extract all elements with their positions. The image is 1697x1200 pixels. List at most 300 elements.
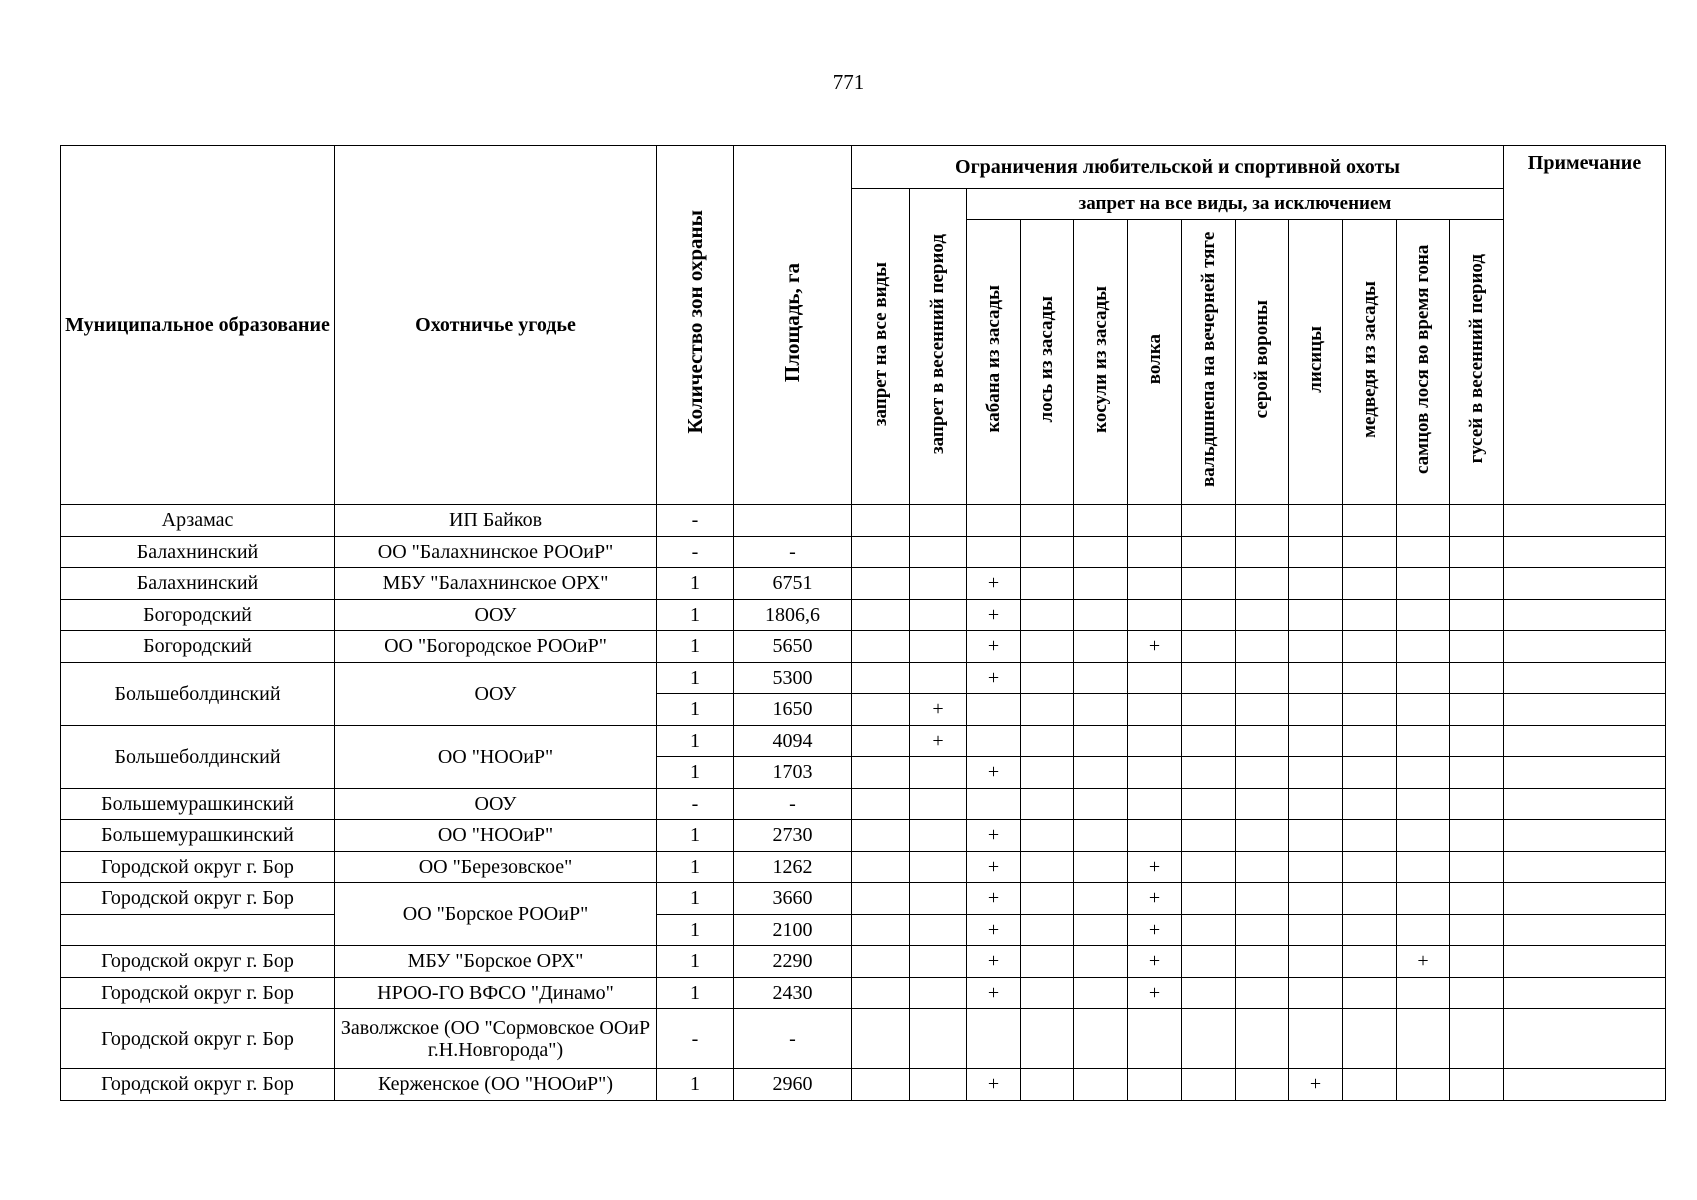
cell-restriction-mark xyxy=(1397,1069,1450,1101)
cell-restriction-mark xyxy=(1450,505,1504,537)
cell-area: 3660 xyxy=(734,883,852,915)
cell-restriction-mark xyxy=(1128,1069,1182,1101)
cell-restriction-mark xyxy=(1343,788,1397,820)
cell-hunting-ground: МБУ "Борское ОРХ" xyxy=(335,946,657,978)
cell-restriction-mark xyxy=(1236,599,1289,631)
cell-restriction-mark xyxy=(1343,631,1397,663)
cell-restriction-mark xyxy=(1182,1009,1236,1069)
cell-restriction-mark xyxy=(1236,568,1289,600)
cell-municipality: Большеболдинский xyxy=(61,725,335,788)
cell-restriction-mark xyxy=(1343,505,1397,537)
cell-restriction-mark xyxy=(1289,757,1343,789)
cell-restriction-mark xyxy=(1397,914,1450,946)
cell-municipality: Богородский xyxy=(61,631,335,663)
cell-restriction-mark xyxy=(910,946,967,978)
cell-restriction-mark xyxy=(1343,1069,1397,1101)
cell-restriction-mark xyxy=(910,757,967,789)
cell-restriction-mark xyxy=(1289,694,1343,726)
cell-zones: 1 xyxy=(657,883,734,915)
cell-restriction-mark xyxy=(910,1069,967,1101)
cell-area: 6751 xyxy=(734,568,852,600)
cell-restriction-mark xyxy=(1397,536,1450,568)
header-exception-2: косули из засады xyxy=(1074,220,1128,505)
cell-restriction-mark xyxy=(1450,568,1504,600)
cell-restriction-mark xyxy=(1236,725,1289,757)
cell-note xyxy=(1504,757,1666,789)
page-number: 771 xyxy=(832,70,865,94)
cell-restriction-mark xyxy=(1182,568,1236,600)
cell-restriction-mark: + xyxy=(1128,631,1182,663)
header-ban-except: запрет на все виды, за исключением xyxy=(967,189,1504,220)
cell-restriction-mark xyxy=(1397,883,1450,915)
cell-restriction-mark xyxy=(1182,505,1236,537)
cell-area: 5300 xyxy=(734,662,852,694)
cell-restriction-mark xyxy=(1343,662,1397,694)
cell-restriction-mark xyxy=(1289,599,1343,631)
cell-restriction-mark: + xyxy=(967,662,1021,694)
table-row xyxy=(61,599,1666,631)
cell-restriction-mark: + xyxy=(967,631,1021,663)
cell-restriction-mark: + xyxy=(1128,977,1182,1009)
cell-restriction-mark xyxy=(1289,883,1343,915)
cell-restriction-mark xyxy=(910,883,967,915)
cell-zones: 1 xyxy=(657,757,734,789)
cell-restriction-mark xyxy=(1074,505,1128,537)
cell-area: 4094 xyxy=(734,725,852,757)
cell-restriction-mark: + xyxy=(967,883,1021,915)
cell-restriction-mark xyxy=(1343,1009,1397,1069)
cell-restriction-mark xyxy=(852,536,910,568)
cell-restriction-mark xyxy=(1450,1069,1504,1101)
cell-restriction-mark xyxy=(1236,505,1289,537)
header-area: Площадь, га xyxy=(734,146,852,505)
cell-hunting-ground: ООУ xyxy=(335,788,657,820)
cell-restriction-mark xyxy=(1074,946,1128,978)
cell-restriction-mark xyxy=(852,820,910,852)
cell-restriction-mark xyxy=(1021,757,1074,789)
cell-restriction-mark xyxy=(1182,757,1236,789)
cell-restriction-mark: + xyxy=(967,1069,1021,1101)
cell-restriction-mark xyxy=(1182,599,1236,631)
cell-restriction-mark xyxy=(1021,914,1074,946)
cell-restriction-mark xyxy=(910,977,967,1009)
cell-restriction-mark: + xyxy=(1397,946,1450,978)
cell-hunting-ground: ОО "Балахнинское РООиР" xyxy=(335,536,657,568)
cell-restriction-mark xyxy=(910,568,967,600)
cell-restriction-mark xyxy=(910,536,967,568)
cell-note xyxy=(1504,820,1666,852)
cell-restriction-mark xyxy=(1021,725,1074,757)
cell-restriction-mark xyxy=(852,851,910,883)
cell-restriction-mark xyxy=(1289,788,1343,820)
cell-restriction-mark: + xyxy=(967,851,1021,883)
cell-zones: 1 xyxy=(657,631,734,663)
cell-note xyxy=(1504,1069,1666,1101)
cell-zones: 1 xyxy=(657,694,734,726)
cell-restriction-mark xyxy=(1074,599,1128,631)
header-municipality: Муниципальное образование xyxy=(61,146,335,505)
cell-zones: 1 xyxy=(657,568,734,600)
cell-note xyxy=(1504,977,1666,1009)
cell-restriction-mark xyxy=(1236,631,1289,663)
cell-restriction-mark xyxy=(1021,568,1074,600)
cell-zones: 1 xyxy=(657,977,734,1009)
cell-restriction-mark xyxy=(852,631,910,663)
cell-note xyxy=(1504,883,1666,915)
cell-restriction-mark: + xyxy=(967,977,1021,1009)
cell-restriction-mark xyxy=(967,725,1021,757)
cell-restriction-mark xyxy=(852,694,910,726)
cell-note xyxy=(1504,662,1666,694)
cell-restriction-mark xyxy=(852,946,910,978)
cell-restriction-mark xyxy=(1289,977,1343,1009)
header-exception-0: кабана из засады xyxy=(967,220,1021,505)
cell-restriction-mark xyxy=(1397,1009,1450,1069)
cell-restriction-mark: + xyxy=(967,568,1021,600)
table-row xyxy=(61,1009,1666,1069)
table-row xyxy=(61,725,1666,757)
cell-restriction-mark xyxy=(1021,946,1074,978)
cell-restriction-mark xyxy=(1343,977,1397,1009)
cell-restriction-mark xyxy=(1021,883,1074,915)
cell-restriction-mark xyxy=(1021,820,1074,852)
table-row xyxy=(61,883,1666,915)
cell-restriction-mark xyxy=(1182,631,1236,663)
table-row xyxy=(61,851,1666,883)
cell-hunting-ground: ОО "НООиР" xyxy=(335,725,657,788)
cell-restriction-mark xyxy=(1074,757,1128,789)
cell-municipality: Городской округ г. Бор xyxy=(61,946,335,978)
table-row xyxy=(61,1069,1666,1101)
header-ban-spring: запрет в весенний период xyxy=(910,189,967,505)
cell-municipality: Городской округ г. Бор xyxy=(61,851,335,883)
cell-restriction-mark xyxy=(1397,505,1450,537)
table-row xyxy=(61,662,1666,694)
cell-area: 2290 xyxy=(734,946,852,978)
cell-restriction-mark: + xyxy=(1128,883,1182,915)
header-exception-4: вальдшнепа на вечерней тяге xyxy=(1182,220,1236,505)
cell-restriction-mark xyxy=(1343,536,1397,568)
cell-restriction-mark xyxy=(1343,694,1397,726)
cell-restriction-mark xyxy=(1182,946,1236,978)
cell-restriction-mark xyxy=(967,1009,1021,1069)
cell-note xyxy=(1504,599,1666,631)
cell-note xyxy=(1504,851,1666,883)
cell-restriction-mark xyxy=(910,851,967,883)
cell-restriction-mark xyxy=(910,914,967,946)
cell-restriction-mark xyxy=(1289,568,1343,600)
cell-note xyxy=(1504,788,1666,820)
cell-restriction-mark xyxy=(1021,536,1074,568)
cell-note xyxy=(1504,568,1666,600)
cell-restriction-mark xyxy=(1182,662,1236,694)
cell-restriction-mark xyxy=(1397,694,1450,726)
cell-hunting-ground: ОО "Березовское" xyxy=(335,851,657,883)
cell-restriction-mark xyxy=(910,505,967,537)
header-note: Примечание xyxy=(1504,146,1666,505)
hunting-restrictions-table xyxy=(60,145,1666,1101)
cell-note xyxy=(1504,536,1666,568)
cell-restriction-mark xyxy=(1397,599,1450,631)
cell-zones: - xyxy=(657,1009,734,1069)
cell-restriction-mark xyxy=(1182,914,1236,946)
cell-restriction-mark xyxy=(1128,788,1182,820)
header-exception-9: гусей в весенний период xyxy=(1450,220,1504,505)
cell-restriction-mark xyxy=(1450,757,1504,789)
cell-restriction-mark xyxy=(852,568,910,600)
table-row xyxy=(61,788,1666,820)
cell-note xyxy=(1504,631,1666,663)
cell-restriction-mark xyxy=(1343,914,1397,946)
cell-restriction-mark xyxy=(1074,536,1128,568)
cell-restriction-mark xyxy=(1128,1009,1182,1069)
cell-restriction-mark xyxy=(1450,725,1504,757)
cell-restriction-mark xyxy=(1450,536,1504,568)
cell-restriction-mark xyxy=(1128,694,1182,726)
cell-restriction-mark xyxy=(910,820,967,852)
cell-restriction-mark xyxy=(1289,946,1343,978)
cell-restriction-mark: + xyxy=(1128,914,1182,946)
cell-zones: 1 xyxy=(657,1069,734,1101)
cell-restriction-mark xyxy=(1128,536,1182,568)
cell-restriction-mark xyxy=(1074,788,1128,820)
cell-area: - xyxy=(734,788,852,820)
cell-restriction-mark xyxy=(1236,536,1289,568)
cell-hunting-ground: ОО "Борское РООиР" xyxy=(335,883,657,946)
cell-restriction-mark xyxy=(852,1069,910,1101)
cell-zones: 1 xyxy=(657,946,734,978)
cell-restriction-mark xyxy=(1021,505,1074,537)
cell-restriction-mark xyxy=(1450,851,1504,883)
cell-restriction-mark xyxy=(852,599,910,631)
cell-restriction-mark xyxy=(1182,883,1236,915)
cell-restriction-mark xyxy=(1182,788,1236,820)
cell-restriction-mark: + xyxy=(967,757,1021,789)
cell-restriction-mark xyxy=(1397,757,1450,789)
cell-municipality: Балахнинский xyxy=(61,536,335,568)
cell-restriction-mark xyxy=(1450,599,1504,631)
cell-municipality: Большеболдинский xyxy=(61,662,335,725)
cell-restriction-mark xyxy=(1182,694,1236,726)
cell-restriction-mark xyxy=(910,788,967,820)
cell-restriction-mark xyxy=(1289,1009,1343,1069)
cell-restriction-mark xyxy=(1236,1009,1289,1069)
cell-restriction-mark xyxy=(852,977,910,1009)
cell-municipality: Арзамас xyxy=(61,505,335,537)
cell-restriction-mark xyxy=(967,694,1021,726)
cell-restriction-mark xyxy=(1074,883,1128,915)
cell-restriction-mark xyxy=(1021,662,1074,694)
table-row xyxy=(61,820,1666,852)
cell-zones: - xyxy=(657,505,734,537)
cell-hunting-ground: ООУ xyxy=(335,662,657,725)
header-exception-8: самцов лося во время гона xyxy=(1397,220,1450,505)
cell-restriction-mark xyxy=(1343,757,1397,789)
cell-restriction-mark xyxy=(1182,820,1236,852)
cell-restriction-mark xyxy=(1128,757,1182,789)
cell-hunting-ground: МБУ "Балахнинское ОРХ" xyxy=(335,568,657,600)
cell-zones: 1 xyxy=(657,725,734,757)
cell-area: 1703 xyxy=(734,757,852,789)
cell-restriction-mark xyxy=(1074,977,1128,1009)
cell-restriction-mark: + xyxy=(1128,851,1182,883)
cell-restriction-mark xyxy=(1236,977,1289,1009)
cell-restriction-mark: + xyxy=(1289,1069,1343,1101)
cell-restriction-mark xyxy=(1182,536,1236,568)
cell-restriction-mark xyxy=(1074,662,1128,694)
cell-area: 2960 xyxy=(734,1069,852,1101)
cell-restriction-mark xyxy=(1236,883,1289,915)
cell-hunting-ground: ООУ xyxy=(335,599,657,631)
cell-restriction-mark xyxy=(1450,820,1504,852)
header-zones-count: Количество зон охраны xyxy=(657,146,734,505)
cell-restriction-mark: + xyxy=(967,599,1021,631)
cell-zones: - xyxy=(657,536,734,568)
table-row xyxy=(61,505,1666,537)
cell-restriction-mark xyxy=(1236,757,1289,789)
cell-restriction-mark xyxy=(1450,1009,1504,1069)
cell-restriction-mark xyxy=(1289,914,1343,946)
cell-restriction-mark xyxy=(852,914,910,946)
cell-restriction-mark xyxy=(1450,914,1504,946)
cell-restriction-mark xyxy=(1074,1069,1128,1101)
cell-restriction-mark xyxy=(1343,851,1397,883)
cell-restriction-mark xyxy=(1450,977,1504,1009)
cell-area: 5650 xyxy=(734,631,852,663)
cell-restriction-mark xyxy=(1128,568,1182,600)
cell-area: 1262 xyxy=(734,851,852,883)
cell-restriction-mark: + xyxy=(967,914,1021,946)
cell-area: 2430 xyxy=(734,977,852,1009)
cell-municipality xyxy=(61,914,335,946)
cell-restriction-mark xyxy=(1021,1009,1074,1069)
cell-zones: 1 xyxy=(657,914,734,946)
table-row xyxy=(61,977,1666,1009)
cell-note xyxy=(1504,725,1666,757)
cell-restriction-mark xyxy=(1074,631,1128,663)
cell-restriction-mark xyxy=(1343,946,1397,978)
cell-municipality: Городской округ г. Бор xyxy=(61,1069,335,1101)
cell-restriction-mark xyxy=(1182,1069,1236,1101)
cell-municipality: Большемурашкинский xyxy=(61,788,335,820)
cell-hunting-ground: ОО "НООиР" xyxy=(335,820,657,852)
cell-restriction-mark xyxy=(1343,725,1397,757)
cell-restriction-mark xyxy=(1236,788,1289,820)
cell-restriction-mark xyxy=(1074,1009,1128,1069)
cell-restriction-mark xyxy=(1182,851,1236,883)
cell-restriction-mark xyxy=(1236,694,1289,726)
cell-restriction-mark xyxy=(1182,977,1236,1009)
cell-municipality: Городской округ г. Бор xyxy=(61,1009,335,1069)
cell-zones: 1 xyxy=(657,599,734,631)
cell-area: - xyxy=(734,536,852,568)
cell-restriction-mark xyxy=(1343,883,1397,915)
cell-restriction-mark xyxy=(967,536,1021,568)
cell-restriction-mark xyxy=(1450,662,1504,694)
cell-restriction-mark xyxy=(1021,631,1074,663)
cell-restriction-mark xyxy=(1289,662,1343,694)
cell-area: 2100 xyxy=(734,914,852,946)
cell-area: 2730 xyxy=(734,820,852,852)
cell-municipality: Городской округ г. Бор xyxy=(61,977,335,1009)
cell-restriction-mark xyxy=(1450,946,1504,978)
cell-area: - xyxy=(734,1009,852,1069)
cell-restriction-mark xyxy=(1289,631,1343,663)
table-row xyxy=(61,914,1666,946)
table-row xyxy=(61,631,1666,663)
header-restrictions: Ограничения любительской и спортивной охоты xyxy=(852,146,1504,189)
cell-zones: 1 xyxy=(657,851,734,883)
cell-municipality: Городской округ г. Бор xyxy=(61,883,335,915)
cell-area: 1650 xyxy=(734,694,852,726)
cell-restriction-mark: + xyxy=(910,694,967,726)
cell-hunting-ground: ИП Байков xyxy=(335,505,657,537)
cell-note xyxy=(1504,1009,1666,1069)
cell-hunting-ground: Керженское (ОО "НООиР") xyxy=(335,1069,657,1101)
cell-hunting-ground: ОО "Богородское РООиР" xyxy=(335,631,657,663)
cell-restriction-mark xyxy=(910,1009,967,1069)
cell-restriction-mark xyxy=(852,883,910,915)
cell-restriction-mark: + xyxy=(967,946,1021,978)
table-row xyxy=(61,568,1666,600)
cell-restriction-mark xyxy=(852,788,910,820)
cell-restriction-mark: + xyxy=(910,725,967,757)
cell-restriction-mark xyxy=(1343,568,1397,600)
cell-restriction-mark xyxy=(1128,505,1182,537)
cell-hunting-ground: Заволжское (ОО "Сормовское ООиР г.Н.Новгорода") xyxy=(335,1009,657,1069)
cell-restriction-mark xyxy=(1397,820,1450,852)
table-row xyxy=(61,536,1666,568)
cell-restriction-mark xyxy=(910,631,967,663)
cell-restriction-mark xyxy=(852,505,910,537)
cell-zones: 1 xyxy=(657,820,734,852)
cell-restriction-mark xyxy=(1397,851,1450,883)
header-exception-6: лисицы xyxy=(1289,220,1343,505)
cell-area: 1806,6 xyxy=(734,599,852,631)
cell-restriction-mark xyxy=(1074,914,1128,946)
cell-zones: 1 xyxy=(657,662,734,694)
header-exception-3: волка xyxy=(1128,220,1182,505)
header-exception-7: медведя из засады xyxy=(1343,220,1397,505)
cell-restriction-mark xyxy=(1289,505,1343,537)
cell-restriction-mark xyxy=(1289,536,1343,568)
cell-restriction-mark xyxy=(1397,568,1450,600)
cell-note xyxy=(1504,946,1666,978)
cell-restriction-mark xyxy=(1021,1069,1074,1101)
cell-restriction-mark xyxy=(852,662,910,694)
cell-zones: - xyxy=(657,788,734,820)
cell-restriction-mark xyxy=(1450,694,1504,726)
cell-restriction-mark: + xyxy=(1128,946,1182,978)
cell-restriction-mark xyxy=(1128,599,1182,631)
cell-note xyxy=(1504,914,1666,946)
cell-restriction-mark xyxy=(852,1009,910,1069)
header-exception-5: серой вороны xyxy=(1236,220,1289,505)
cell-restriction-mark xyxy=(1289,851,1343,883)
cell-restriction-mark xyxy=(1450,788,1504,820)
table-row xyxy=(61,946,1666,978)
cell-restriction-mark xyxy=(1128,725,1182,757)
cell-restriction-mark xyxy=(1021,694,1074,726)
cell-restriction-mark xyxy=(1236,946,1289,978)
cell-restriction-mark xyxy=(1021,977,1074,1009)
cell-restriction-mark xyxy=(1397,725,1450,757)
cell-restriction-mark xyxy=(1397,631,1450,663)
cell-restriction-mark xyxy=(1397,662,1450,694)
cell-restriction-mark xyxy=(1236,820,1289,852)
cell-restriction-mark xyxy=(1074,568,1128,600)
cell-municipality: Балахнинский xyxy=(61,568,335,600)
